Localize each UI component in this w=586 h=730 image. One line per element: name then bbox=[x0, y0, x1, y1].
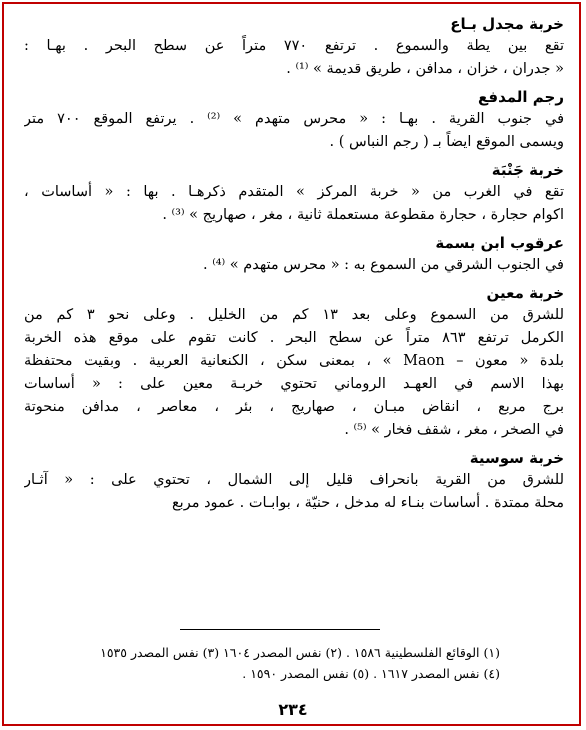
entry-heading: خربة جَنْبَة bbox=[491, 161, 564, 179]
text-line: في جنوب القرية . بهـا : « محرس متهدم » ⁽²⁾ . يرتفع الموقع ٧٠٠ متر bbox=[24, 111, 564, 127]
text-line: للشرق من القرية بانحراف قليل إلى الشمال ، تحتوي على : « آثـار bbox=[24, 472, 564, 488]
text-line: تقع بين يطة والسموع . ترتفع ٧٧٠ متراً عن سطح البحر . بهـا : bbox=[24, 38, 564, 54]
page-number: ٢٣٤ bbox=[278, 700, 308, 719]
text-line: بلدة « معون – Maon » ، بمعنى سكن ، الكنعانية العربية . وبقيت محتفظة bbox=[24, 353, 564, 369]
text-line: برج مربع ، انقاض مبـان ، صهاريج ، بئر ، معاصر ، مدافن منحوتة bbox=[24, 399, 564, 415]
text-line: الكرمل ترتفع ٨٦٣ متراً عن سطح البحر . كانت تقوم على موقع هذه الخربة bbox=[24, 330, 564, 346]
text-line: « جدران ، خزان ، مدافن ، طريق قديمة » ⁽¹⁾ . bbox=[286, 61, 564, 77]
footnote-separator bbox=[180, 629, 380, 630]
entry bbox=[24, 160, 564, 227]
text-line: تقع في الغرب من « خربة المركز » المتقدم ذكرهـا . بها : « أساسات ، bbox=[24, 184, 564, 200]
entry-heading: رجم المدفع bbox=[478, 88, 564, 106]
entry-heading: عرقوب ابن بسمة bbox=[435, 234, 564, 252]
footnote-line: (١) الوقائع الفلسطينية ١٥٨٦ . (٢) نفس المصدر ١٦٠٤ (٣) نفس المصدر ١٥٣٥ bbox=[100, 645, 500, 660]
entry bbox=[24, 448, 564, 515]
entry-heading: خربة سوسية bbox=[469, 449, 564, 467]
text-line: في الجنوب الشرقي من السموع به : « محرس متهدم » ⁽⁴⁾ . bbox=[202, 257, 564, 273]
text-line: للشرق من السموع وعلى بعد ١٣ كم من الخليل . وعلى نحو ٣ كم من bbox=[24, 307, 564, 323]
footnotes bbox=[40, 642, 500, 684]
text-line: في الصخر ، مغر ، شقف فخار » ⁽⁵⁾ . bbox=[344, 422, 564, 438]
footnote-line: (٤) نفس المصدر ١٦١٧ . (٥) نفس المصدر ١٥٩٠ . bbox=[242, 666, 500, 681]
entry bbox=[24, 233, 564, 277]
text-line: ويسمى الموقع ايضاً بـ ( رجم النباس ) . bbox=[329, 134, 564, 150]
document-page bbox=[24, 14, 564, 521]
entry bbox=[24, 14, 564, 81]
entry-heading: خربة معين bbox=[486, 284, 564, 302]
entry bbox=[24, 87, 564, 154]
text-line: اكوام حجارة ، حجارة مقطوعة مستعملة ثانية ، مغر ، صهاريج » ⁽³⁾ . bbox=[162, 207, 564, 223]
text-line: بهذا الاسم في العهـد الروماني تحتوي خربـة معين على : « أساسات bbox=[24, 376, 564, 392]
text-line: محلة ممتدة . أساسات بنـاء له مدخل ، حنيّة ، بوابـات . عمود مربع bbox=[171, 495, 564, 511]
entry bbox=[24, 283, 564, 442]
entry-heading: خربة مجدل بـاع bbox=[450, 15, 564, 33]
